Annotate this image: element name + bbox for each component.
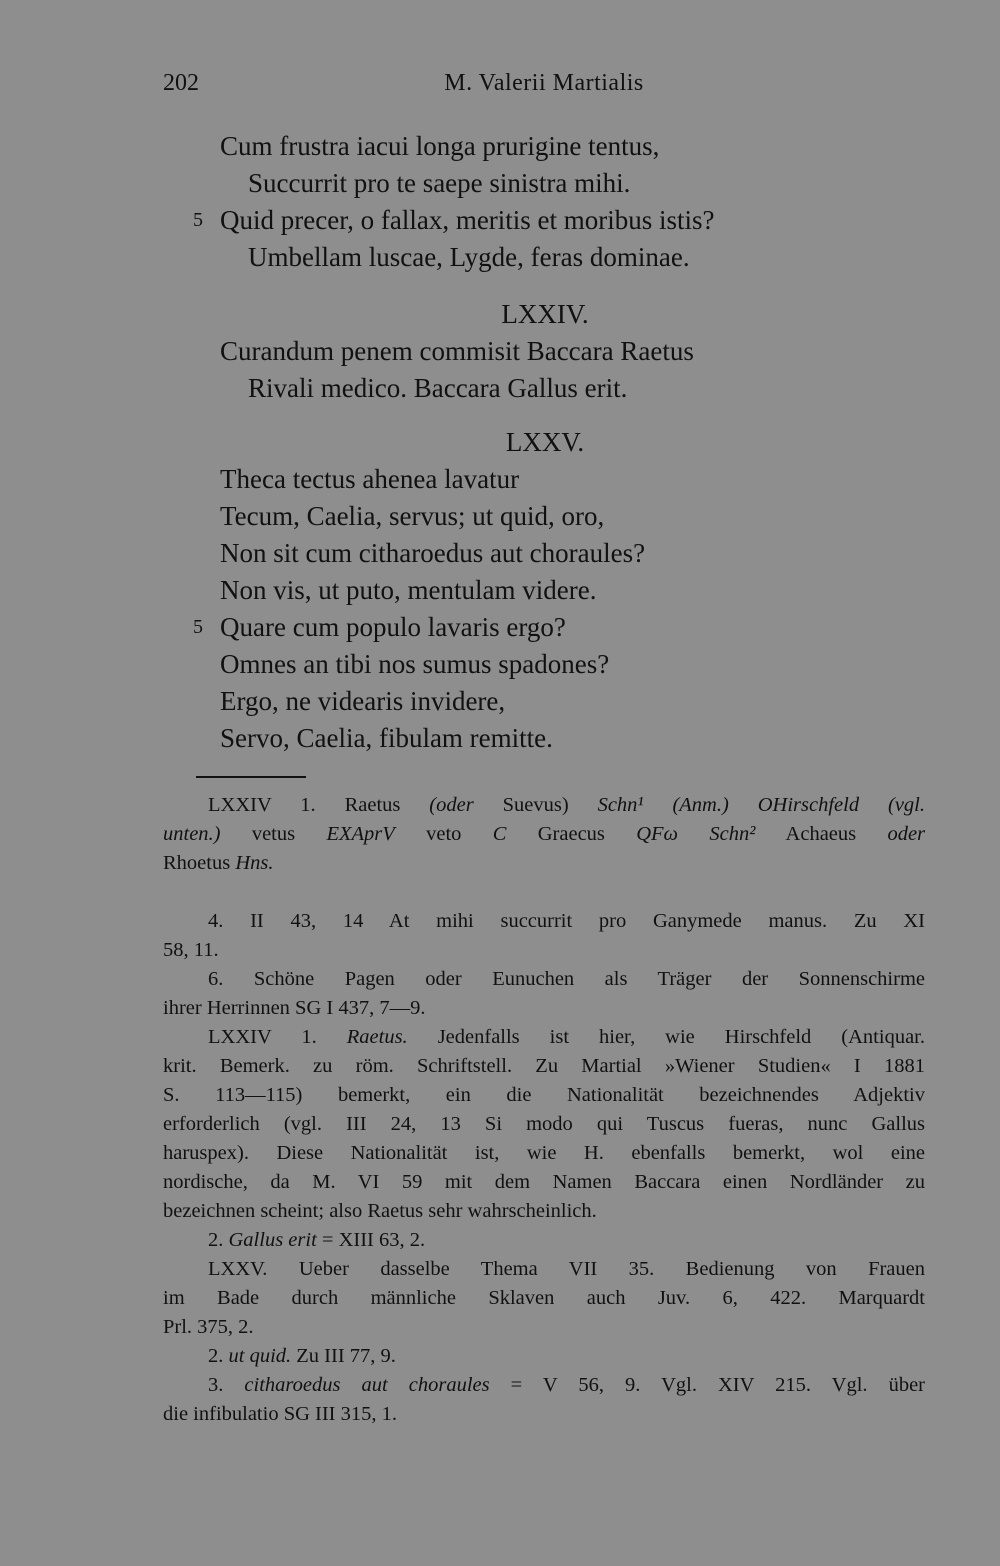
note-line: 2. ut quid. Zu III 77, 9. <box>208 1345 396 1367</box>
verse-line: Quid precer, o fallax, meritis et moribus istis? <box>220 205 715 235</box>
verse-line: Tecum, Caelia, servus; ut quid, oro, <box>220 501 605 531</box>
note-line: im Bade durch männliche Sklaven auch Juv. 6, 422. Marquardt <box>163 1287 925 1309</box>
verse-line: Cum frustra iacui longa prurigine tentus, <box>220 131 660 161</box>
verse-line: Servo, Caelia, fibulam remitte. <box>220 723 553 753</box>
note-line: 4. II 43, 14 At mihi succurrit pro Ganymede manus. Zu XI <box>208 910 925 932</box>
note-line: Prl. 375, 2. <box>163 1316 254 1338</box>
note-line: erforderlich (vgl. III 24, 13 Si modo qui Tuscus fueras, nunc Gallus <box>163 1113 925 1135</box>
note-line: die infibulatio SG III 315, 1. <box>163 1403 398 1425</box>
page-header <box>163 70 925 110</box>
verse-line: Rivali medico. Baccara Gallus erit. <box>248 373 628 403</box>
verse-line: Curandum penem commisit Baccara Raetus <box>220 336 694 366</box>
footnote-rule <box>196 776 306 778</box>
note-line: 6. Schöne Pagen oder Eunuchen als Träger der Sonnenschirme <box>208 968 925 990</box>
line-number: 5 <box>193 616 203 638</box>
verse-line: Non sit cum citharoedus aut choraules? <box>220 538 646 568</box>
line-number: 5 <box>193 209 203 231</box>
apparatus-line: unten.) vetus EXAprV veto C Graecus QFω Schn² Achaeus oder <box>163 823 926 845</box>
commentary <box>163 907 925 1429</box>
verse-line: Succurrit pro te saepe sinistra mihi. <box>248 168 631 198</box>
note-line: nordische, da M. VI 59 mit dem Namen Baccara einen Nordländer zu <box>163 1171 925 1193</box>
note-line: bezeichnen scheint; also Raetus sehr wahrscheinlich. <box>163 1200 597 1222</box>
page-number: 202 <box>163 70 199 96</box>
verse-line: Omnes an tibi nos sumus spadones? <box>220 649 610 679</box>
verse-line: Non vis, ut puto, mentulam videre. <box>220 575 597 605</box>
apparatus-line: Rhoetus Hns. <box>163 852 274 874</box>
poem-heading: LXXIV. <box>501 299 589 329</box>
note-line: 3. citharoedus aut choraules = V 56, 9. Vgl. XIV 215. Vgl. über <box>208 1374 926 1396</box>
note-line: haruspex). Diese Nationalität ist, wie H. ebenfalls bemerkt, wol eine <box>163 1142 925 1164</box>
apparatus-line: LXXIV 1. Raetus (oder Suevus) Schn¹ (Anm.) OHirschfeld (vgl. <box>208 794 925 816</box>
note-line: LXXV. Ueber dasselbe Thema VII 35. Bedienung von Frauen <box>208 1258 925 1280</box>
running-title: M. Valerii Martialis <box>444 70 644 96</box>
note-line: ihrer Herrinnen SG I 437, 7—9. <box>163 997 426 1019</box>
note-line: 2. Gallus erit = XIII 63, 2. <box>208 1229 426 1251</box>
critical-apparatus <box>163 791 925 878</box>
verse-line: Quare cum populo lavaris ergo? <box>220 612 566 642</box>
note-line: LXXIV 1. Raetus. Jedenfalls ist hier, wie Hirschfeld (Antiquar. <box>208 1026 925 1048</box>
verse-line: Ergo, ne videaris invidere, <box>220 686 506 716</box>
verse-line: Theca tectus ahenea lavatur <box>220 464 520 494</box>
note-line: 58, 11. <box>163 939 219 961</box>
note-line: S. 113—115) bemerkt, ein die Nationalität bezeichnendes Adjektiv <box>163 1084 925 1106</box>
verse-line: Umbellam luscae, Lygde, feras dominae. <box>248 242 690 272</box>
poem-heading: LXXV. <box>505 427 585 457</box>
note-line: krit. Bemerk. zu röm. Schriftstell. Zu Martial »Wiener Studien« I 1881 <box>163 1055 925 1077</box>
